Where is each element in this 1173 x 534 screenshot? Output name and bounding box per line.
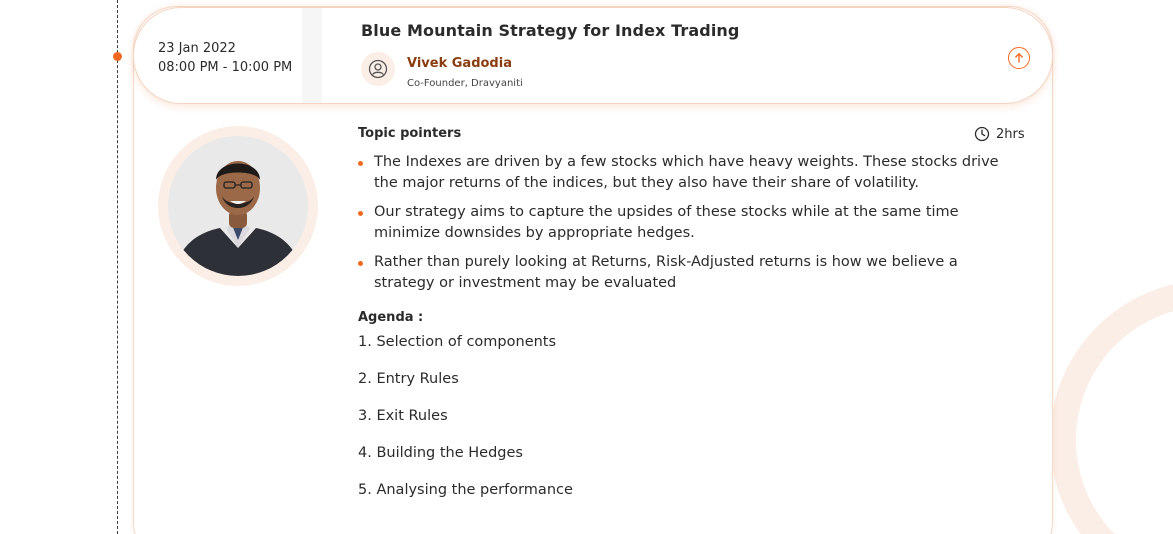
timeline-line (117, 0, 118, 534)
agenda-label: Agenda : (358, 310, 424, 325)
arrow-up-circle-icon (1013, 52, 1025, 64)
list-item: The Indexes are driven by a few stocks which have heavy weights. These stocks drive the major returns of the indices, but they also have their share of volatility. (358, 152, 1018, 194)
list-item: 1. Selection of components (358, 334, 557, 350)
list-item: 5. Analysing the performance (358, 482, 573, 498)
timeline-dot (113, 52, 122, 61)
list-item: 2. Entry Rules (358, 371, 459, 387)
agenda-list (358, 332, 573, 517)
collapse-button[interactable] (1008, 47, 1030, 69)
date-block (134, 8, 322, 104)
clock-icon (974, 126, 990, 142)
session-date: 23 Jan 2022 (158, 41, 236, 56)
list-item: 4. Building the Hedges (358, 445, 523, 461)
user-icon (361, 52, 395, 86)
speaker-role: Co-Founder, Dravyaniti (407, 78, 523, 89)
speaker-photo (168, 136, 308, 276)
speaker-name: Vivek Gadodia (407, 56, 512, 71)
session-time: 08:00 PM - 10:00 PM (158, 60, 293, 75)
session-title: Blue Mountain Strategy for Index Trading (361, 21, 740, 40)
list-item: Rather than purely looking at Returns, Risk-Adjusted returns is how we believe a strategy or investment may be evaluated (358, 252, 1018, 294)
topic-pointers-label: Topic pointers (358, 126, 462, 141)
duration (974, 126, 1025, 142)
duration-value: 2hrs (996, 126, 1025, 142)
list-item: 3. Exit Rules (358, 408, 448, 424)
topic-pointers-list (358, 152, 1018, 302)
session-header[interactable] (133, 7, 1053, 104)
list-item: Our strategy aims to capture the upsides of these stocks while at the same time minimize downsides by appropriate hedges. (358, 202, 1018, 244)
